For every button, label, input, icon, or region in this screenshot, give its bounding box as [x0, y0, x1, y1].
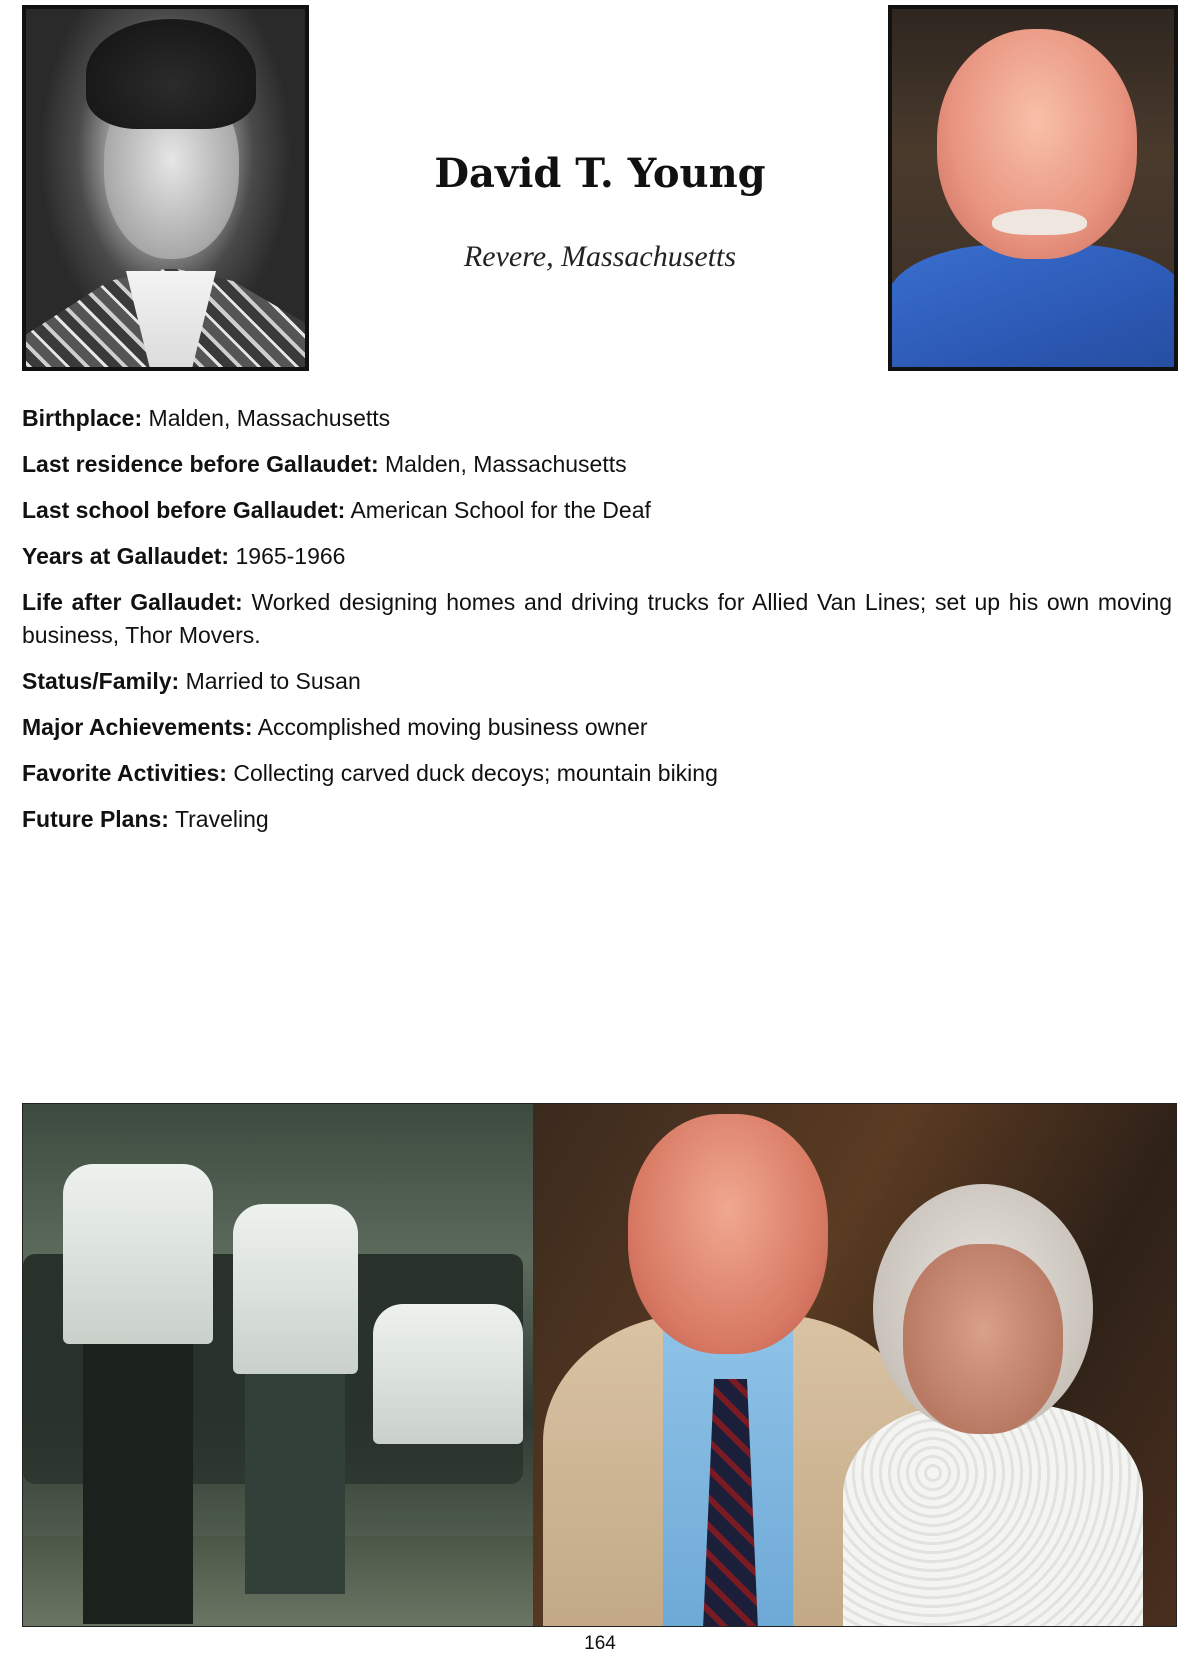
fact-label: Birthplace: — [22, 405, 143, 431]
profile-name: David T. Young — [434, 150, 766, 197]
fact-value: 1965-1966 — [235, 543, 346, 569]
fact-achievements — [22, 711, 1172, 744]
fact-value: Malden, Massachusetts — [148, 405, 391, 431]
fact-value: Collecting carved duck decoys; mountain biking — [233, 760, 718, 786]
fact-life-after — [22, 586, 1172, 652]
fact-birthplace — [22, 402, 1172, 435]
fact-value: Malden, Massachusetts — [385, 451, 627, 477]
fact-value: Married to Susan — [185, 668, 361, 694]
vintage-group-photo — [23, 1104, 533, 1626]
fact-value: American School for the Deaf — [350, 497, 651, 523]
fact-last-school — [22, 494, 1172, 527]
fact-years — [22, 540, 1172, 573]
photo-collage — [22, 1103, 1177, 1627]
current-portrait-photo — [888, 5, 1178, 371]
yearbook-photo — [22, 5, 309, 371]
couple-photo — [533, 1104, 1176, 1626]
fact-label: Future Plans: — [22, 806, 169, 832]
fact-label: Years at Gallaudet: — [22, 543, 230, 569]
fact-value: Accomplished moving business owner — [257, 714, 648, 740]
fact-label: Last residence before Gallaudet: — [22, 451, 379, 477]
fact-value: Worked designing homes and driving trucks for Allied Van Lines; set up his own moving business, Thor Movers. — [22, 589, 1173, 648]
fact-label: Life after Gallaudet: — [22, 589, 243, 615]
fact-last-residence — [22, 448, 1172, 481]
profile-hometown: Revere, Massachusetts — [463, 240, 737, 273]
profile-facts-list — [22, 402, 1172, 849]
page-number: 164 — [584, 1633, 616, 1654]
fact-activities — [22, 757, 1172, 790]
fact-label: Last school before Gallaudet: — [22, 497, 346, 523]
fact-label: Major Achievements: — [22, 714, 253, 740]
fact-label: Favorite Activities: — [22, 760, 227, 786]
fact-label: Status/Family: — [22, 668, 180, 694]
fact-future-plans — [22, 803, 1172, 836]
fact-status-family — [22, 665, 1172, 698]
fact-value: Traveling — [174, 806, 269, 832]
